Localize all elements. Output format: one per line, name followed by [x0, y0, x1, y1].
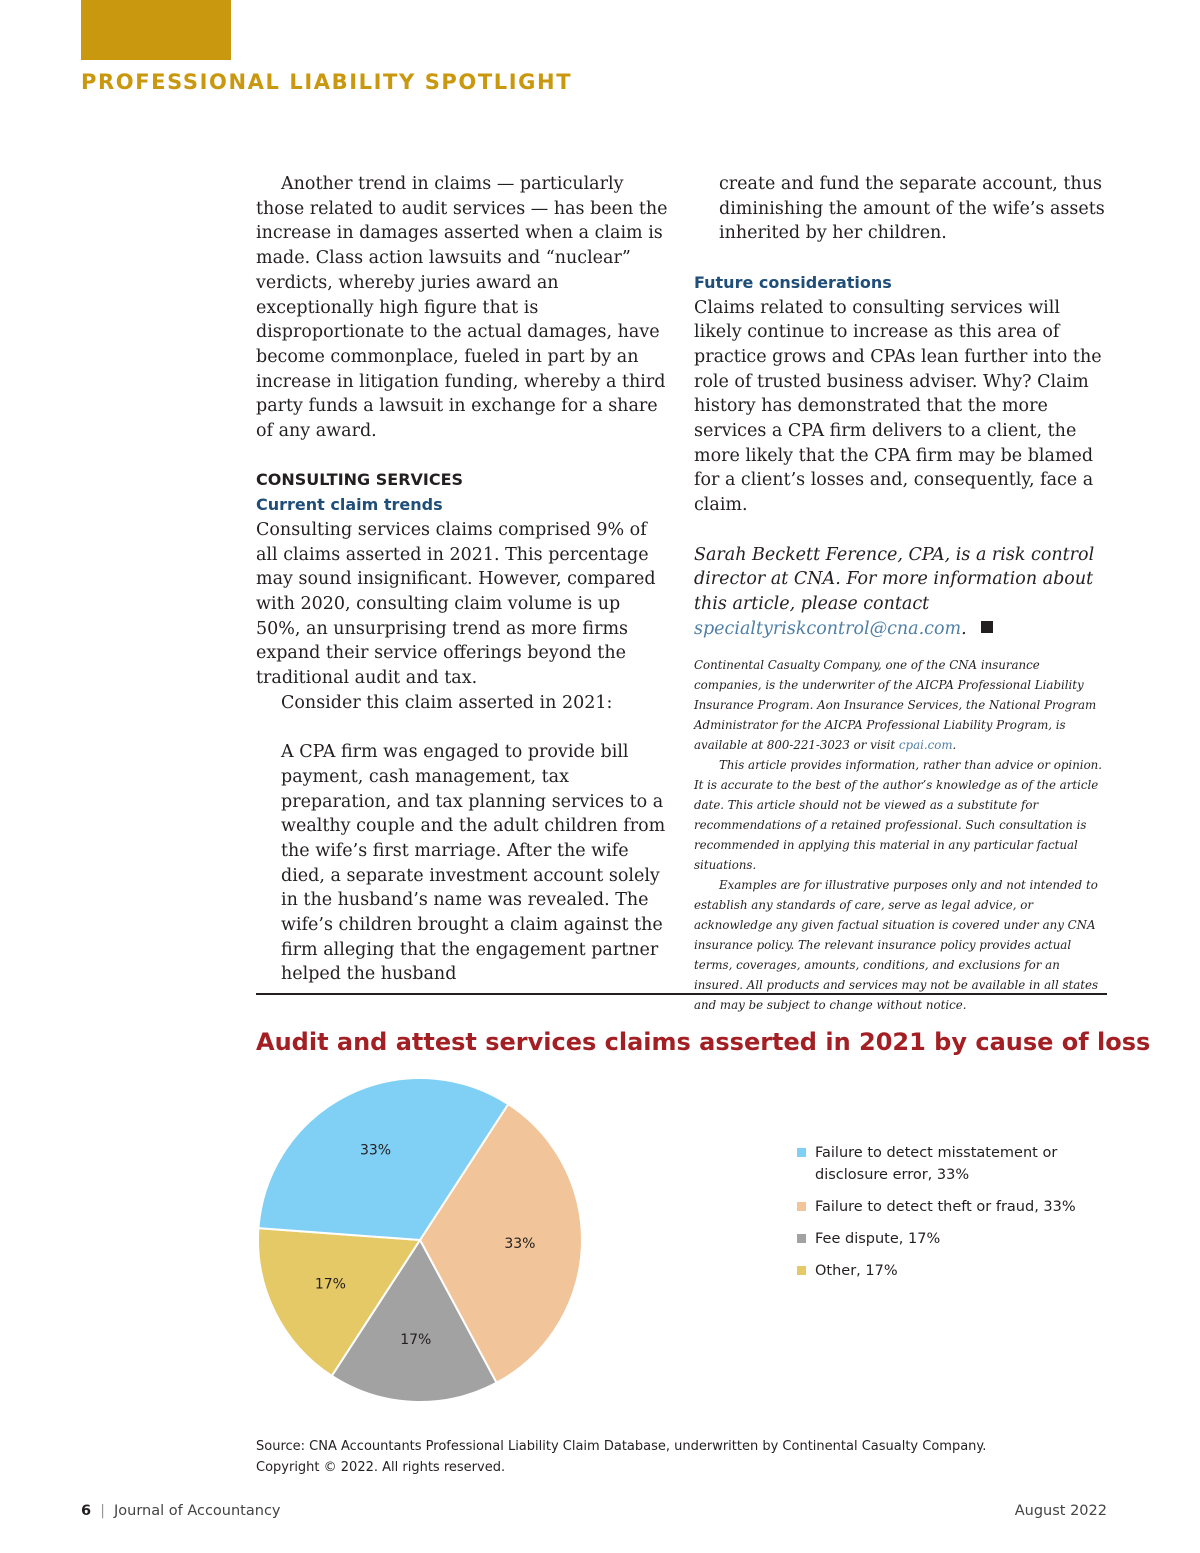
- subheading-future: Future considerations: [694, 272, 892, 292]
- section-label: PROFESSIONAL LIABILITY SPOTLIGHT: [81, 70, 573, 94]
- chart-source: [256, 1436, 1016, 1478]
- source-line: Source: CNA Accountants Professional Liability Claim Database, underwritten by Continental Casualty Company.: [256, 1439, 987, 1454]
- left-column: [256, 172, 670, 987]
- legend-swatch: [797, 1202, 806, 1211]
- copyright-line: Copyright © 2022. All rights reserved.: [256, 1460, 506, 1475]
- legend-item: [797, 1260, 1087, 1282]
- pie-slice-label: 33%: [504, 1236, 536, 1253]
- pie-chart: [250, 1075, 590, 1415]
- end-mark-icon: [981, 621, 993, 633]
- legend-swatch: [797, 1234, 806, 1243]
- future-paragraph: Claims related to consulting services will likely continue to increase as this area of practice grows and CPAs lean further into the role of trusted business adviser. Why? Claim history has demonstrated that the more services a CPA firm delivers to a client, the more likely that the CPA firm may be blamed for a client’s losses and, consequently, face a claim.: [694, 297, 1102, 516]
- consulting-paragraph: Consulting services claims comprised 9% of all claims asserted in 2021. This percentage may sound insignificant. However, compared with 2020, consulting claim volume is up 50%, an unsurprising trend as more firms expand their service offerings beyond the traditional audit and tax.: [256, 519, 656, 689]
- issue-date: August 2022: [1014, 1503, 1107, 1519]
- pie-slice-label: 17%: [400, 1331, 432, 1348]
- page-footer: [81, 1503, 1107, 1525]
- section-heading: CONSULTING SERVICES: [256, 470, 464, 490]
- disclaimer-paragraph: [694, 655, 1108, 755]
- legend-label: Failure to detect misstatement or disclosure error, 33%: [815, 1145, 1058, 1183]
- legend-item: [797, 1228, 1087, 1250]
- subheading-current-trends: Current claim trends: [256, 495, 443, 515]
- header-color-tab: [81, 0, 231, 60]
- chart-legend: [797, 1142, 1087, 1292]
- legend-label: Other, 17%: [815, 1263, 898, 1279]
- legend-label: Failure to detect theft or fraud, 33%: [815, 1199, 1076, 1215]
- legend-item: [797, 1196, 1087, 1218]
- disclaimer: [694, 655, 1108, 1015]
- example-case: A CPA firm was engaged to provide bill payment, cash management, tax preparation, and tax planning services to a wealthy couple and the adult children from the wife’s first marriage. After the wife died, a separate investment account solely in the husband’s name was revealed. The wife’s children brought a claim against the firm alleging that the engagement partner helped the husband: [281, 742, 666, 985]
- disclaimer-paragraph: Examples are for illustrative purposes only and not intended to establish any standards of care, serve as legal advice, or acknowledge any given factual situation is covered under any CNA insurance policy. The relevant insurance policy provides actual terms, coverages, amounts, conditions, and exclusions for an insured. All products and services may not be available in all states and may be subject to change without notice.: [694, 878, 1099, 1013]
- disclaimer-end: .: [952, 738, 957, 753]
- author-bio: [694, 543, 1108, 642]
- author-email-link[interactable]: specialtyriskcontrol@cna.com: [694, 618, 962, 639]
- chart-title: Audit and attest services claims asserted in 2021 by cause of loss: [256, 1028, 1151, 1056]
- legend-item: [797, 1142, 1087, 1186]
- publication-name: Journal of Accountancy: [113, 1503, 281, 1519]
- footer-separator: |: [100, 1503, 105, 1519]
- pie-slice-label: 17%: [314, 1276, 346, 1293]
- legend-swatch: [797, 1148, 806, 1157]
- right-column: [694, 172, 1108, 1015]
- author-bio-text: Sarah Beckett Ference, CPA, is a risk control director at CNA. For more information about this article, please contact: [694, 544, 1095, 614]
- disclaimer-paragraph: This article provides information, rather than advice or opinion. It is accurate to the best of the author’s knowledge as of the article date. This article should not be viewed as a substitute for recommendations of a retained professional. Such consultation is recommended in applying this material in any particular factual situations.: [694, 758, 1103, 873]
- pie-slice-label: 33%: [359, 1142, 392, 1159]
- page-number: 6: [81, 1503, 92, 1519]
- chart-divider: [256, 993, 1107, 995]
- legend-swatch: [797, 1266, 806, 1275]
- intro-paragraph: Another trend in claims — particularly those related to audit services — has been the increase in damages asserted when a claim is made. Class action lawsuits and “nuclear” verdicts, whereby juries award an exceptionally high figure that is disproportionate to the actual damages, have become commonplace, fueled in part by an increase in litigation funding, whereby a third party funds a lawsuit in exchange for a share of any award.: [256, 174, 668, 442]
- cpai-link[interactable]: cpai.com: [898, 738, 953, 753]
- legend-label: Fee dispute, 17%: [815, 1231, 941, 1247]
- example-case-continued: create and fund the separate account, thus diminishing the amount of the wife’s assets inherited by her children.: [719, 174, 1105, 244]
- disclaimer-text: Continental Casualty Company, one of the CNA insurance companies, is the underwriter of the AICPA Professional Liability Insurance Program. Aon Insurance Services, the National Program Administrator for the AICPA Professional Liability Program, is available at 800-221-3023 or visit: [694, 658, 1097, 753]
- example-lead: Consider this claim asserted in 2021:: [281, 692, 613, 713]
- author-bio-end: .: [961, 618, 967, 639]
